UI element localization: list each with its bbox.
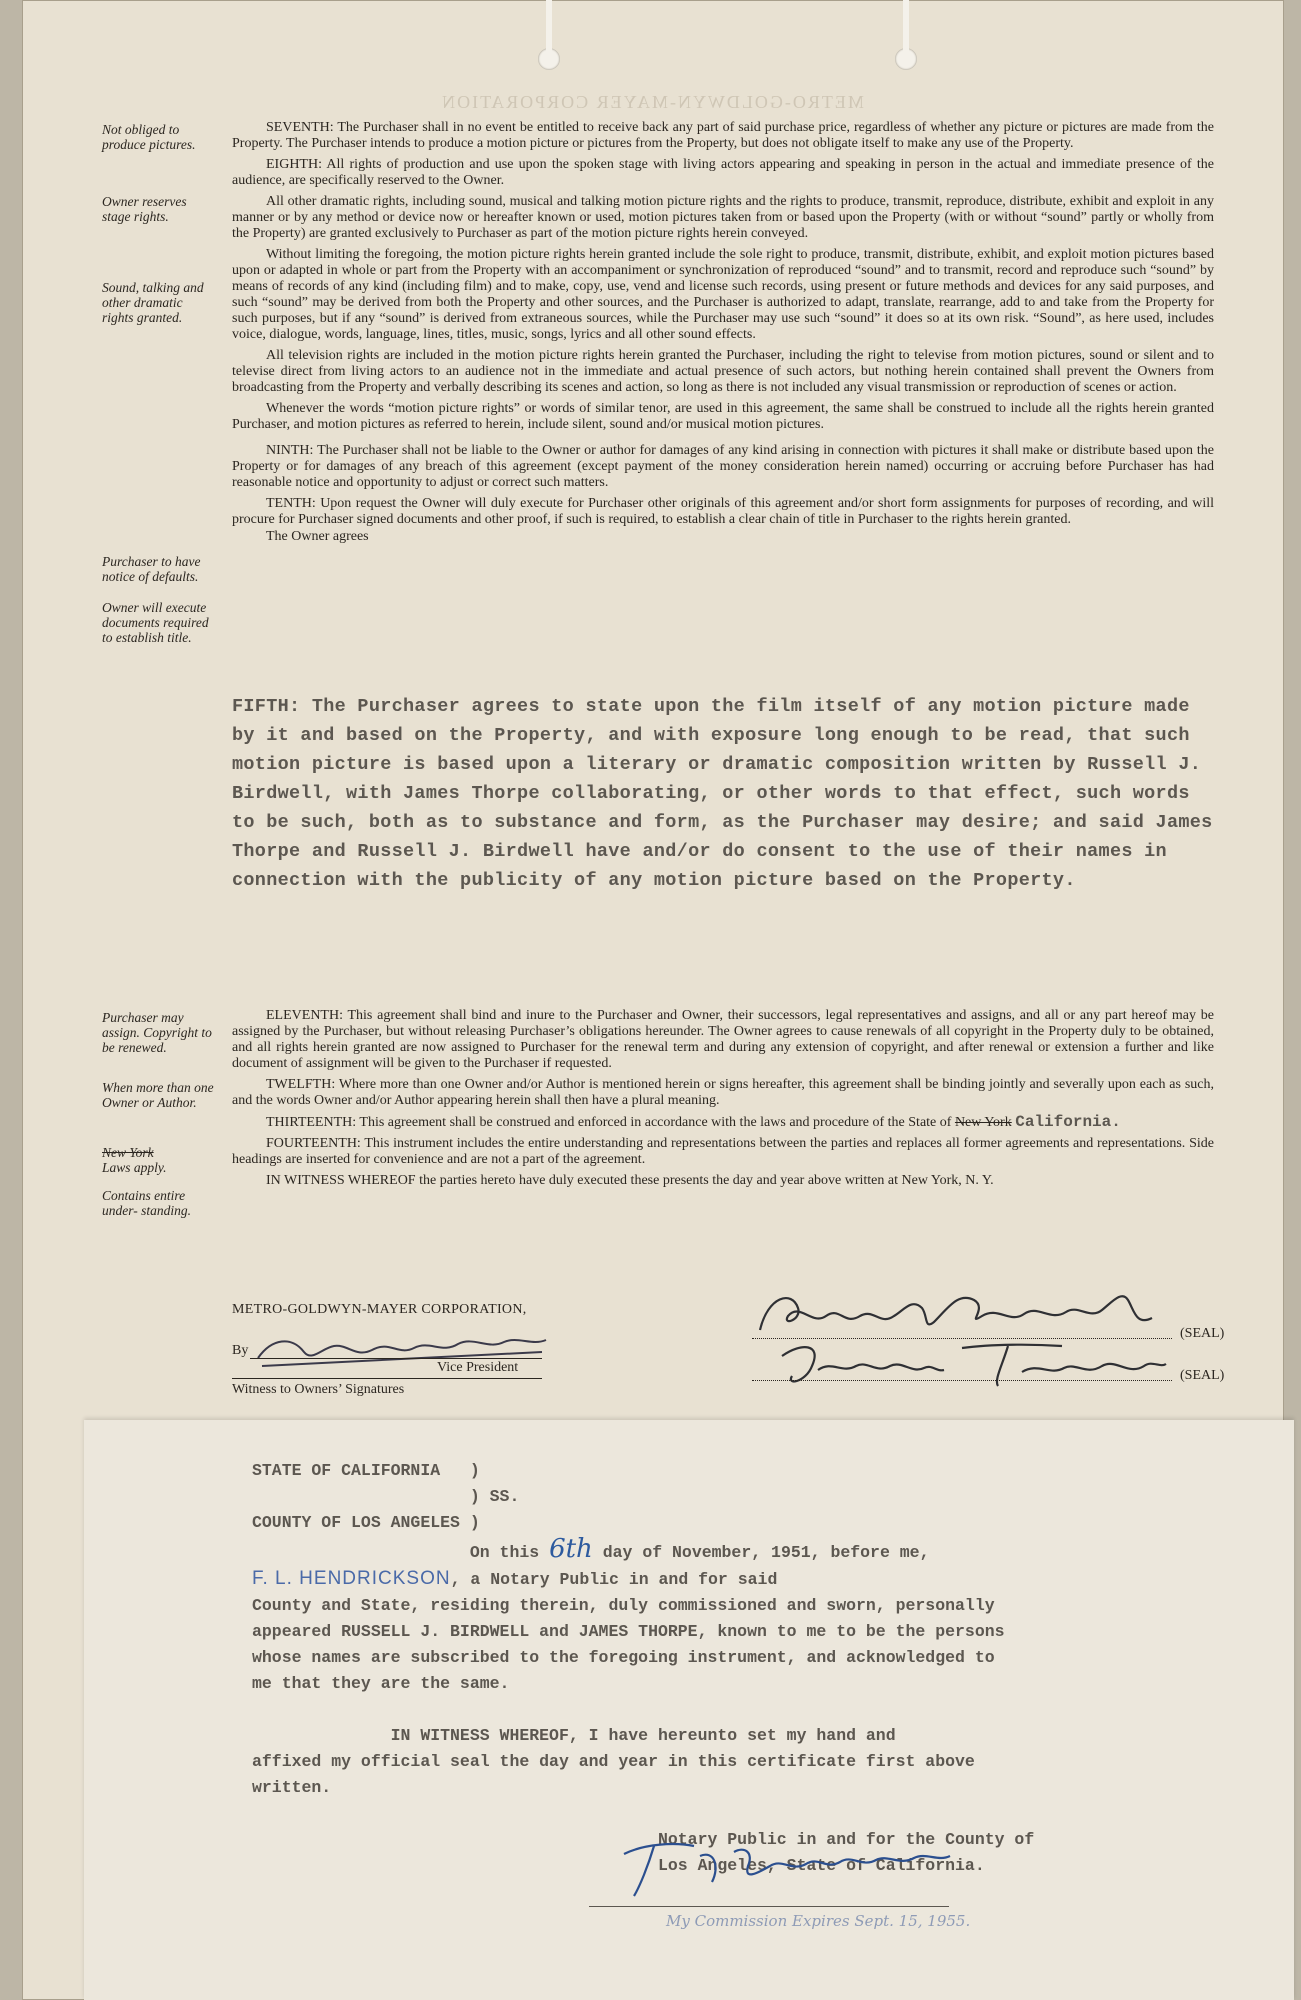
notary-line: affixed my official seal the day and year in this certificate first above [252,1752,975,1771]
struck-state-name: New York [102,1145,154,1160]
side-note: Contains entire under- standing. [102,1188,191,1218]
clause-definitions: Whenever the words “motion picture rights” or words of similar tenor, are used in this agreement, the same shall be construed to include all the rights herein granted Purchaser, and motion pictures as referred to herein, include silent, sound and/or musical motion pictures. [232,401,1214,432]
typed-clause-fifth: FIFTH: The Purchaser agrees to state upon the film itself of any motion picture made by it and based on the Property, and with exposure long enough to be read, that such motion picture is based upon a literary or dramatic composition written by Russell J. Birdwell, with James Thorpe collaborating, or other words to that effect, such words to be such, both as to substance and form, as the Purchaser may desire; and said James Thorpe and Russell J. Birdwell have and/or do consent to the use of their names in connection with the publicity of any motion picture based on the Property. [232,696,1213,891]
notary-title: Notary Public in and for the County of [252,1830,1035,1849]
witness-label: Witness to Owners’ Signatures [232,1382,405,1397]
stamped-notary-name: F. L. HENDRICKSON [252,1568,451,1589]
company-name: METRO-GOLDWYN-MAYER CORPORATION, [232,1302,527,1317]
letterhead-show-through: METRO-GOLDWYN-MAYER CORPORATION [440,92,864,112]
notary-line: appeared RUSSELL J. BIRDWELL and JAMES THORPE, known to me to be the persons [252,1622,1005,1641]
notary-county: COUNTY OF LOS ANGELES ) [252,1513,480,1532]
notary-public-text: , a Notary Public in and for said [450,1570,778,1589]
contract-body-lower [232,1008,1214,1194]
side-note: Not obliged to produce pictures. [102,122,196,152]
notary-date-prefix: On this [252,1543,550,1562]
side-note: When more than one Owner or Author. [102,1080,214,1110]
typed-state: California. [1015,1113,1121,1131]
seal-label: (SEAL) [1180,1326,1225,1341]
clause-eleventh: ELEVENTH: This agreement shall bind and inure to the Purchaser and Owner, their successors, legal representatives and assigns, and all or any part hereof may be assigned by the Purchaser, but without releasing Purchaser’s obligations hereunder. The Owner agrees to cause renewals of all copyright in the Property duly to be obtained, and all rights herein granted are now assigned to Purchaser for the renewal term and during any extension of copyright, and after renewal or extension a further and like document of assignment will be given to the Purchaser if requested. [232,1008,1214,1071]
by-signature-line [250,1358,542,1359]
owner-signature-line [752,1380,1172,1381]
russell-birdwell-signature [752,1286,1172,1342]
side-note: Purchaser to have notice of defaults. [102,554,201,584]
witness-signature-line [232,1378,542,1379]
side-note-laws [102,1145,214,1175]
notary-line: whose names are subscribed to the foregoing instrument, and acknowledged to [252,1648,995,1667]
james-thorpe-signature [772,1336,1172,1396]
binder-hole [895,48,917,70]
clause-tenth: TENTH: Upon request the Owner will duly execute for Purchaser other originals of this agreement and/or short form assignments for purposes of recording, and will procure for Purchaser signed documents and other proof, if such is required, to establish a clear chain of title in Purchaser to the rights herein granted. [232,496,1214,527]
notary-state: STATE OF CALIFORNIA ) [252,1461,480,1480]
by-label: By [232,1343,249,1358]
owner-agrees: The Owner agrees [266,529,369,544]
notary-date-suffix: day of November, 1951, before me, [592,1543,930,1562]
side-note: Owner reserves stage rights. [102,194,187,224]
contract-page [22,0,1284,2000]
handwritten-day: 6th [549,1534,593,1564]
vice-president-label: Vice President [437,1360,519,1375]
contract-body-upper [232,120,1214,550]
notary-line: me that they are the same. [252,1674,510,1693]
signature-block [232,1300,1225,1410]
clause-eighth: EIGHTH: All rights of production and use upon the spoken stage with living actors appearing and speaking in person in the actual and immediate presence of the audience, are specifically reserved to the Owner. [232,157,1214,188]
clause-seventh: SEVENTH: The Purchaser shall in no event be entitled to receive back any part of said purchase price, regardless of whether any picture or pictures are made from the Property. The Purchaser intends to produce a motion picture or pictures from the Property, but does not obligate itself to make any use of the Property. [232,120,1214,151]
notary-acknowledgment [84,1420,1294,2000]
in-witness-clause: IN WITNESS WHEREOF the parties hereto have duly executed these presents the day and year above written at New York, N. Y. [266,1173,994,1188]
thirteenth-text: THIRTEENTH: This agreement shall be construed and enforced in accordance with the laws and procedure of the State of [266,1115,952,1130]
side-note: Owner will execute documents required to establish title. [102,600,209,645]
side-note: Purchaser may assign. Copyright to be renewed. [102,1010,212,1055]
notary-line: IN WITNESS WHEREOF, I have hereunto set my hand and [252,1726,896,1745]
clause-television-rights: All television rights are included in the motion picture rights herein granted the Purchaser, including the right to televise from motion pictures, sound or silent and to televise direct from living actors to an audience not in the immediate and actual presence of such actors, but nothing herein contained shall prevent the Owners from broadcasting from the Property and verbally describing its scenes and action, so long as there is not included any visual transmission or reproduction of scenes or action. [232,348,1214,395]
clause-ninth: NINTH: The Purchaser shall not be liable to the Owner or author for damages of any kind arising in connection with pictures it shall make or distribute based upon the Property or for damages of any breach of this agreement (except payment of the money consideration herein named) occurring or accruing before Purchaser has had reasonable notice and opportunity to adjust or correct such matters. [232,443,1214,490]
commission-stamp: My Commission Expires Sept. 15, 1955. [666,1912,971,1930]
side-note: Sound, talking and other dramatic rights granted. [102,280,204,325]
clause-twelfth: TWELFTH: Where more than one Owner and/or Author is mentioned herein or signs hereafter, this agreement shall be binding jointly and severally upon each as such, and the words Owner and/or Author appearing herein shall then have a plural meaning. [232,1077,1214,1108]
notary-ss: ) SS. [252,1487,520,1506]
notary-signature-line [589,1906,949,1907]
clause-dramatic-rights: All other dramatic rights, including sound, musical and talking motion picture rights and the rights to produce, transmit, reproduce, distribute, exhibit and exploit in any manner or by any method or device now or hereafter known or used, motion pictures taken from or based upon the Property (with or without “sound” partly or wholly from the Property) are granted exclusively to Purchaser as part of the motion picture rights herein conveyed. [232,194,1214,241]
notary-text [252,1458,1232,1879]
notary-jurisdiction: Los Angeles, State of California. [252,1856,985,1875]
seal-label: (SEAL) [1180,1368,1225,1383]
struck-state: New York [954,1115,1012,1130]
notary-signature [604,1836,964,1906]
binder-hole [538,48,560,70]
notary-line: County and State, residing therein, duly commissioned and sworn, personally [252,1596,995,1615]
notary-line: written. [252,1778,332,1797]
clause-fourteenth: FOURTEENTH: This instrument includes the entire understanding and representations between the parties and replaces all former agreements and representations. Side headings are inserted for convenience and are not a part of the agreement. [232,1136,1214,1167]
clause-thirteenth [232,1114,1214,1131]
side-note-text: Laws apply. [102,1160,167,1175]
clause-sound-rights: Without limiting the foregoing, the motion picture rights herein granted include the sole right to produce, transmit, distribute, exhibit, and exploit motion pictures based upon or adapted in whole or part from the Property with an accompaniment or synchronization of reproduced “sound” and to transmit, record and reproduce such “sound” by means of records of any kind (including film) and to make, copy, use, vend and license such records, using present or future methods and devices for any said purposes, and such “sound” may be derived from both the Property and other sources, and the Purchaser is authorized to adapt, translate, rearrange, add to and take from the Property for such purposes, but if any “sound” is derived from extraneous sources, while the Purchaser may use such “sound” it does so at its own risk. “Sound”, as here used, includes voice, dialogue, words, language, lines, titles, music, songs, lyrics and all other sound effects. [232,247,1214,342]
